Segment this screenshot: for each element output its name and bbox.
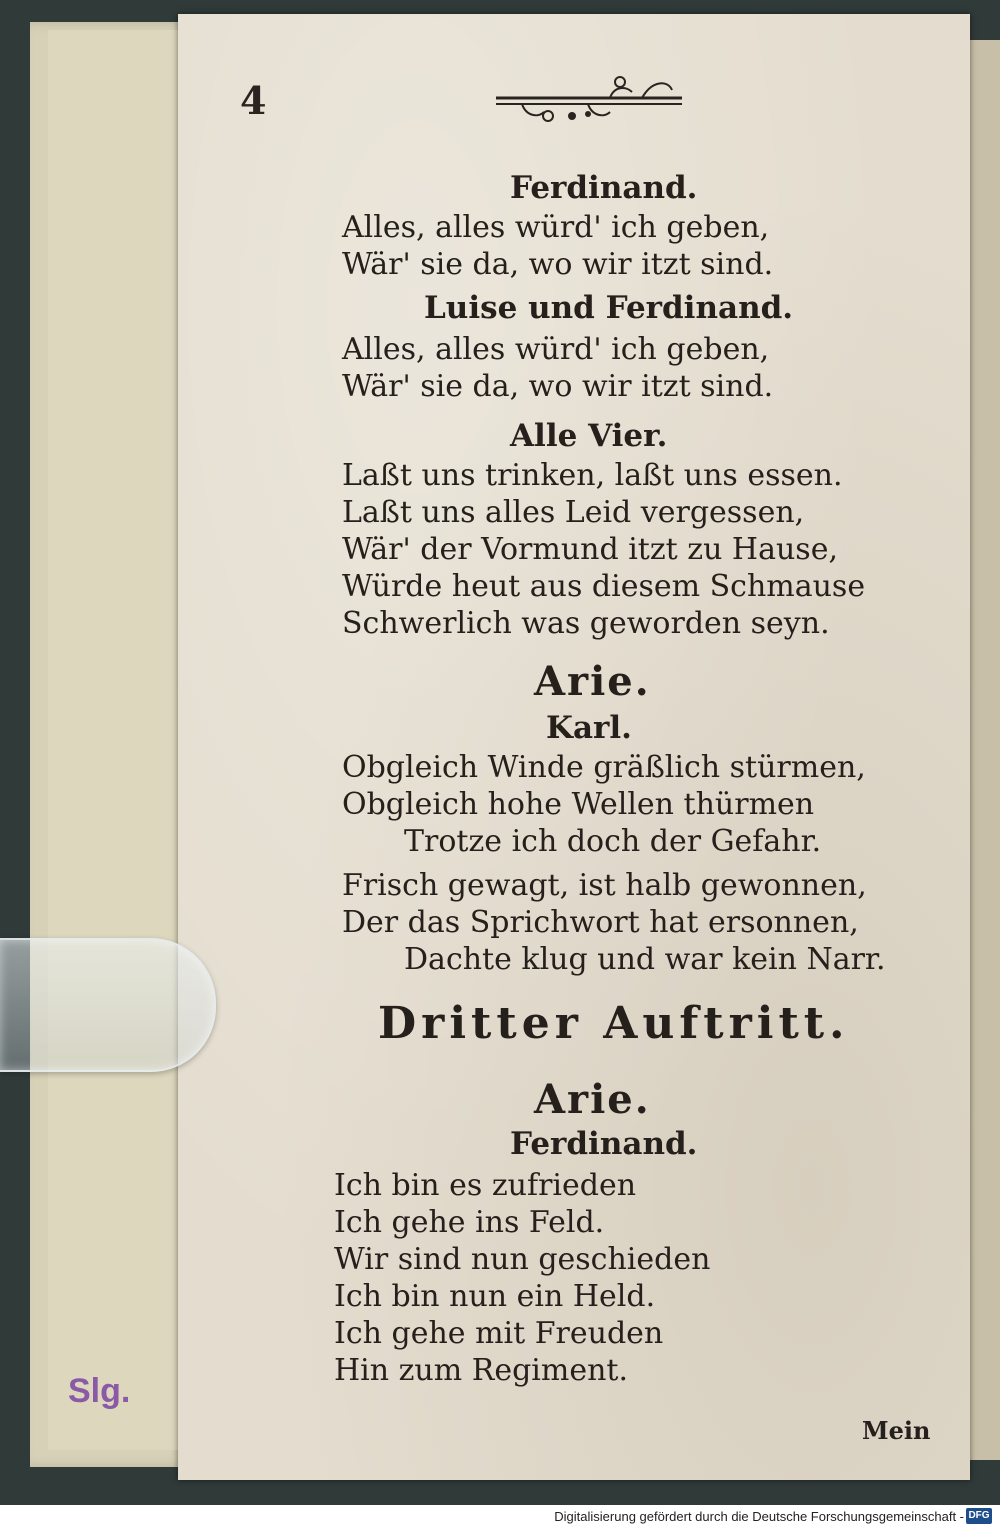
verse-line: Ich bin nun ein Held. [334,1279,656,1314]
library-stamp: Slg. [68,1372,131,1410]
catchword: Mein [862,1416,931,1445]
back-page-strip [48,30,180,1450]
speaker-alle-vier: Alle Vier. [510,418,668,454]
verse-line: Wir sind nun geschieden [334,1242,711,1277]
decorative-vignette-icon [492,72,690,126]
verse-line: Hin zum Regiment. [334,1353,628,1388]
speaker-karl: Karl. [546,710,632,746]
aria-title: Arie. [534,658,651,705]
verse-line: Ich bin es zufrieden [334,1168,637,1203]
aria-title: Arie. [534,1076,651,1123]
verse-line: Wär' sie da, wo wir itzt sind. [342,369,774,404]
verse-line: Trotze ich doch der Gefahr. [404,824,822,859]
verse-line: Laßt uns trinken, laßt uns essen. [342,458,843,493]
verse-line: Alles, alles würd' ich geben, [342,210,770,245]
verse-line: Der das Sprichwort hat ersonnen, [342,905,859,940]
plastic-page-clip [0,938,216,1072]
verse-line: Wär' sie da, wo wir itzt sind. [342,247,774,282]
verse-line: Würde heut aus diesem Schmause [342,569,866,604]
page-number: 4 [240,78,267,123]
verse-line: Ich gehe mit Freuden [334,1316,664,1351]
speaker-ferdinand: Ferdinand. [510,170,698,206]
verse-line: Alles, alles würd' ich geben, [342,332,770,367]
dfg-logo: DFG [966,1508,992,1524]
speaker-ferdinand: Ferdinand. [510,1126,698,1162]
verse-line: Frisch gewagt, ist halb gewonnen, [342,868,867,903]
verse-line: Laßt uns alles Leid vergessen, [342,495,805,530]
verse-line: Obgleich hohe Wellen thürmen [342,787,815,822]
verse-line: Dachte klug und war kein Narr. [404,942,886,977]
verse-line: Schwerlich was geworden seyn. [342,606,830,641]
speaker-luise-und-ferdinand: Luise und Ferdinand. [424,290,794,326]
verse-line: Obgleich Winde gräßlich stürmen, [342,750,866,785]
verse-line: Wär' der Vormund itzt zu Hause, [342,532,838,567]
verse-line: Ich gehe ins Feld. [334,1205,605,1240]
scene-title: Dritter Auftritt. [378,998,850,1049]
footer-credit: Digitalisierung gefördert durch die Deutsche Forschungsgemeinschaft - [554,1509,964,1524]
